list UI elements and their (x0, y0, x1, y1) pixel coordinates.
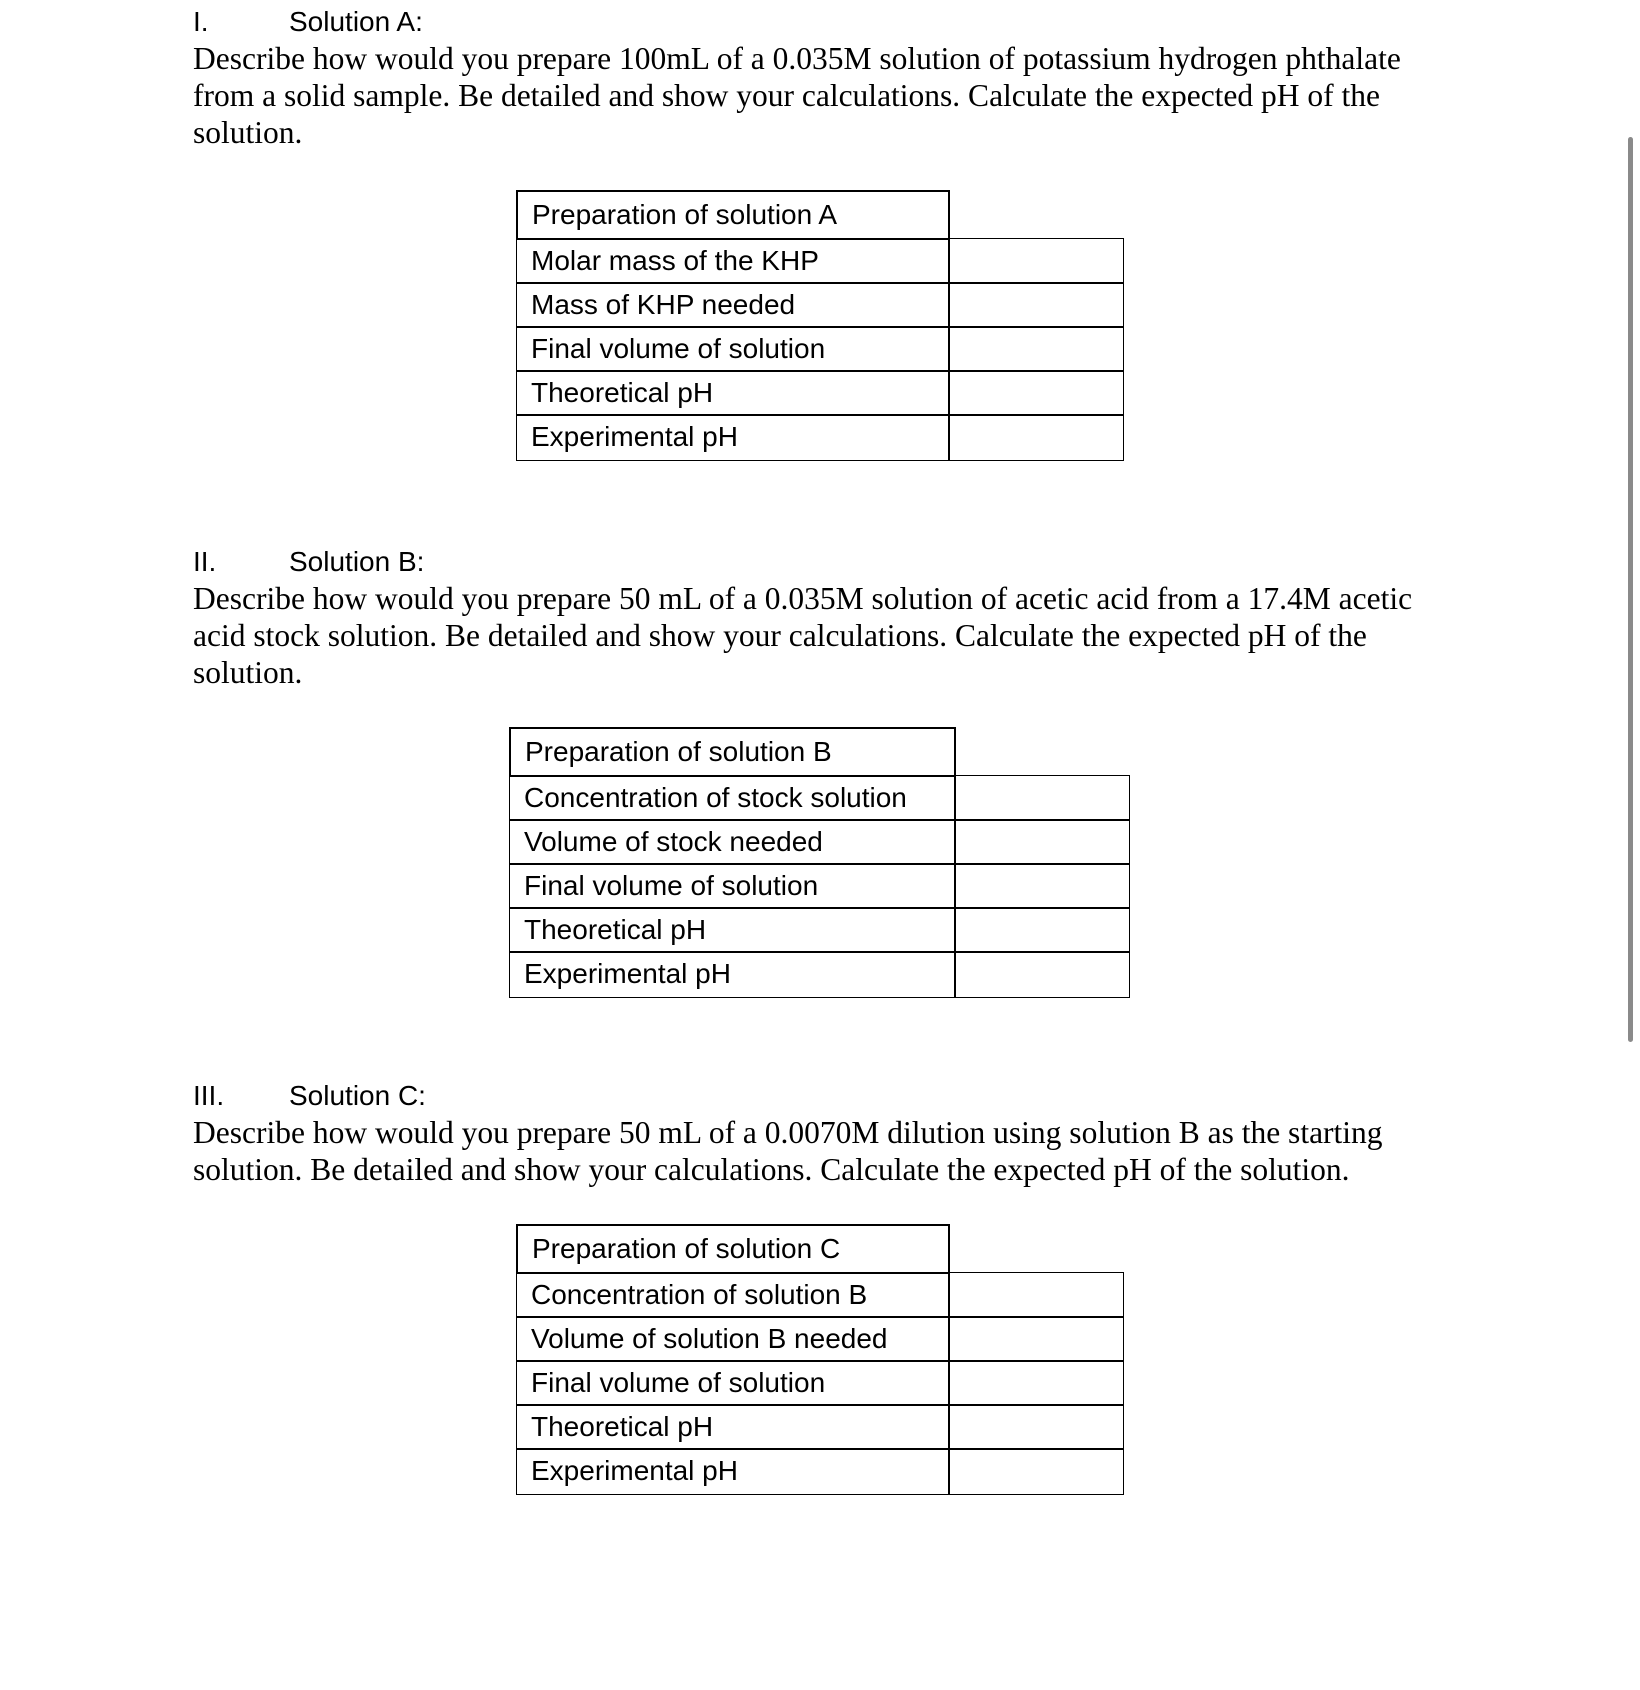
table-row-label: Theoretical pH (516, 370, 950, 416)
section-1-description-line: Describe how would you prepare 100mL of a 0.035M solution of potassium hydrogen phthalate (193, 41, 1401, 76)
table-row-label: Final volume of solution (509, 863, 956, 909)
section-3-title: Solution C: (289, 1080, 426, 1111)
section-2-description-line: solution. (193, 655, 303, 690)
table-row-label: Theoretical pH (509, 907, 956, 953)
table-answer-cell[interactable] (948, 1404, 1124, 1450)
table-row-label: Molar mass of the KHP (516, 238, 950, 284)
table-row-label: Final volume of solution (516, 326, 950, 372)
table-row-label: Mass of KHP needed (516, 282, 950, 328)
table-row-label: Concentration of solution B (516, 1272, 950, 1318)
section-3-description (193, 1114, 1473, 1188)
table-answer-cell[interactable] (948, 238, 1124, 284)
table-answer-cell[interactable] (948, 1272, 1124, 1318)
table-answer-cell[interactable] (954, 863, 1130, 909)
section-1-description-line: solution. (193, 115, 303, 150)
table-row-label: Experimental pH (509, 951, 956, 998)
table-row-label: Volume of stock needed (509, 819, 956, 865)
section-1-number: I. (193, 6, 209, 37)
table-answer-cell[interactable] (948, 370, 1124, 416)
table-row-label: Experimental pH (516, 1448, 950, 1495)
section-1-title: Solution A: (289, 6, 423, 37)
section-2-title: Solution B: (289, 546, 425, 577)
vertical-scrollbar[interactable] (1628, 137, 1633, 1042)
section-3-description-line: Describe how would you prepare 50 mL of a 0.0070M dilution using solution B as the starting (193, 1115, 1383, 1150)
table-answer-cell[interactable] (948, 414, 1124, 461)
table-answer-cell[interactable] (954, 775, 1130, 821)
section-1-heading (193, 6, 423, 38)
section-2-number: II. (193, 546, 217, 577)
section-1-description (193, 40, 1473, 151)
section-3-number: III. (193, 1080, 225, 1111)
table-answer-cell[interactable] (948, 1360, 1124, 1406)
section-1-description-line: from a solid sample. Be detailed and show your calculations. Calculate the expected pH of the (193, 78, 1381, 113)
table-row-label: Final volume of solution (516, 1360, 950, 1406)
table-answer-cell[interactable] (954, 951, 1130, 998)
table-header: Preparation of solution A (516, 190, 950, 240)
table-row-label: Volume of solution B needed (516, 1316, 950, 1362)
table-answer-cell[interactable] (948, 1316, 1124, 1362)
table-header: Preparation of solution B (509, 727, 956, 777)
section-2-description-line: Describe how would you prepare 50 mL of a 0.035M solution of acetic acid from a 17.4M acetic (193, 581, 1413, 616)
table-row-label: Experimental pH (516, 414, 950, 461)
table-row-label: Theoretical pH (516, 1404, 950, 1450)
table-answer-cell[interactable] (954, 907, 1130, 953)
table-row-label: Concentration of stock solution (509, 775, 956, 821)
section-2-description (193, 580, 1473, 691)
table-answer-cell[interactable] (948, 326, 1124, 372)
section-2-description-line: acid stock solution. Be detailed and show your calculations. Calculate the expected pH of the (193, 618, 1367, 653)
table-answer-cell[interactable] (948, 1448, 1124, 1495)
section-3-description-line: solution. Be detailed and show your calculations. Calculate the expected pH of the solution. (193, 1152, 1350, 1187)
section-3-heading (193, 1080, 426, 1112)
section-2-heading (193, 546, 424, 578)
table-answer-cell[interactable] (954, 819, 1130, 865)
table-answer-cell[interactable] (948, 282, 1124, 328)
table-header: Preparation of solution C (516, 1224, 950, 1274)
